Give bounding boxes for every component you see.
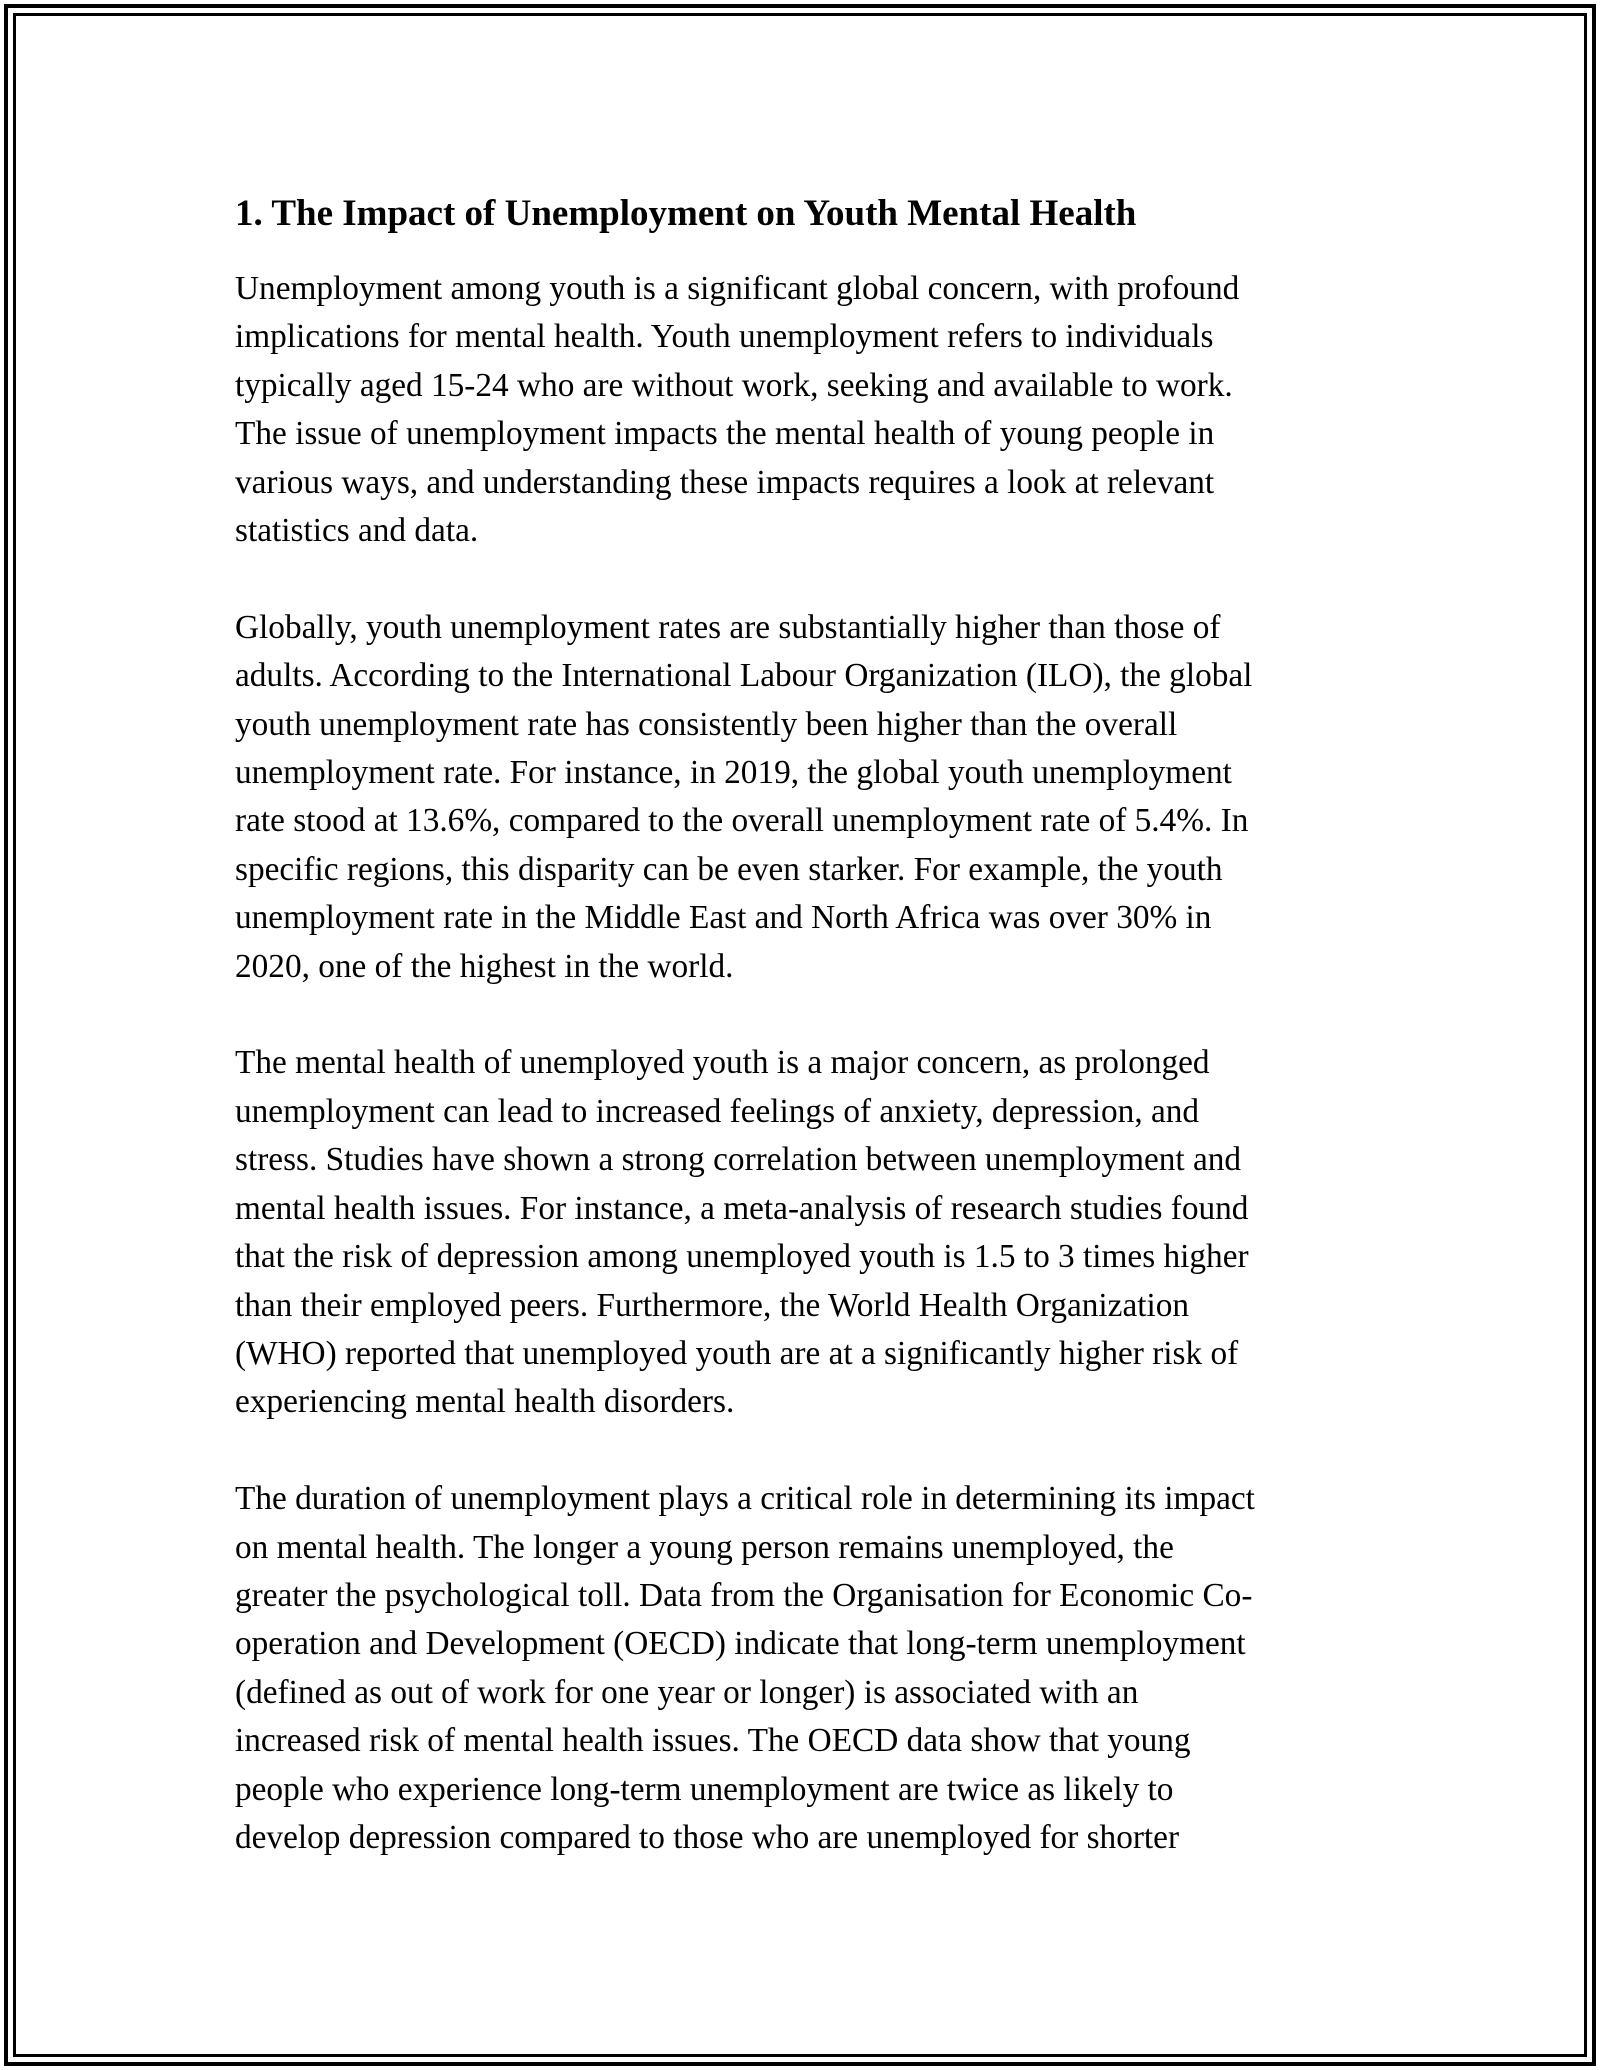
text-line: unemployment rate. For instance, in 2019, the global youth unemployment (235, 754, 1232, 792)
paragraph-4 (235, 1475, 1375, 1862)
text-line: various ways, and understanding these impacts requires a look at relevant (235, 463, 1215, 501)
text-line: (defined as out of work for one year or longer) is associated with an (235, 1673, 1139, 1711)
text-line: experiencing mental health disorders. (235, 1383, 735, 1421)
text-line: operation and Development (OECD) indicate that long-term unemployment (235, 1625, 1246, 1663)
paragraph-2 (235, 604, 1375, 991)
text-line: The mental health of unemployed youth is a major concern, as prolonged (235, 1044, 1210, 1082)
text-line: people who experience long-term unemployment are twice as likely to (235, 1770, 1174, 1808)
section-title: 1. The Impact of Unemployment on Youth Mental Health (235, 193, 1137, 234)
text-line: Unemployment among youth is a significant global concern, with profound (235, 270, 1240, 307)
text-line: greater the psychological toll. Data from the Organisation for Economic Co- (235, 1576, 1253, 1614)
text-line: Globally, youth unemployment rates are substantially higher than those of (235, 608, 1221, 646)
paragraph-3 (235, 1039, 1375, 1426)
text-line: specific regions, this disparity can be even starker. For example, the youth (235, 850, 1223, 888)
text-line: implications for mental health. Youth unemployment refers to individuals (235, 318, 1214, 356)
text-line: than their employed peers. Furthermore, the World Health Organization (235, 1286, 1190, 1324)
text-line: The duration of unemployment plays a critical role in determining its impact (235, 1480, 1255, 1518)
text-line: adults. According to the International Labour Organization (ILO), the global (235, 657, 1253, 695)
text-line: unemployment rate in the Middle East and North Africa was over 30% in (235, 899, 1212, 937)
document-body (235, 185, 1375, 1911)
text-line: typically aged 15-24 who are without work, seeking and available to work. (235, 366, 1233, 404)
text-line: increased risk of mental health issues. The OECD data show that young (235, 1722, 1191, 1760)
text-line: (WHO) reported that unemployed youth are at a significantly higher risk of (235, 1334, 1239, 1372)
text-line: develop depression compared to those who are unemployed for shorter (235, 1818, 1180, 1856)
text-line: unemployment can lead to increased feelings of anxiety, depression, and (235, 1092, 1200, 1130)
paragraph-1 (235, 265, 1375, 555)
text-line: mental health issues. For instance, a meta-analysis of research studies found (235, 1189, 1249, 1227)
text-line: on mental health. The longer a young person remains unemployed, the (235, 1528, 1174, 1566)
text-line: 2020, one of the highest in the world. (235, 947, 734, 985)
text-line: rate stood at 13.6%, compared to the overall unemployment rate of 5.4%. In (235, 802, 1249, 840)
text-line: The issue of unemployment impacts the mental health of young people in (235, 415, 1215, 453)
text-line: statistics and data. (235, 512, 479, 550)
text-line: that the risk of depression among unemployed youth is 1.5 to 3 times higher (235, 1238, 1249, 1276)
text-line: youth unemployment rate has consistently been higher than the overall (235, 705, 1178, 743)
text-line: stress. Studies have shown a strong correlation between unemployment and (235, 1141, 1242, 1179)
